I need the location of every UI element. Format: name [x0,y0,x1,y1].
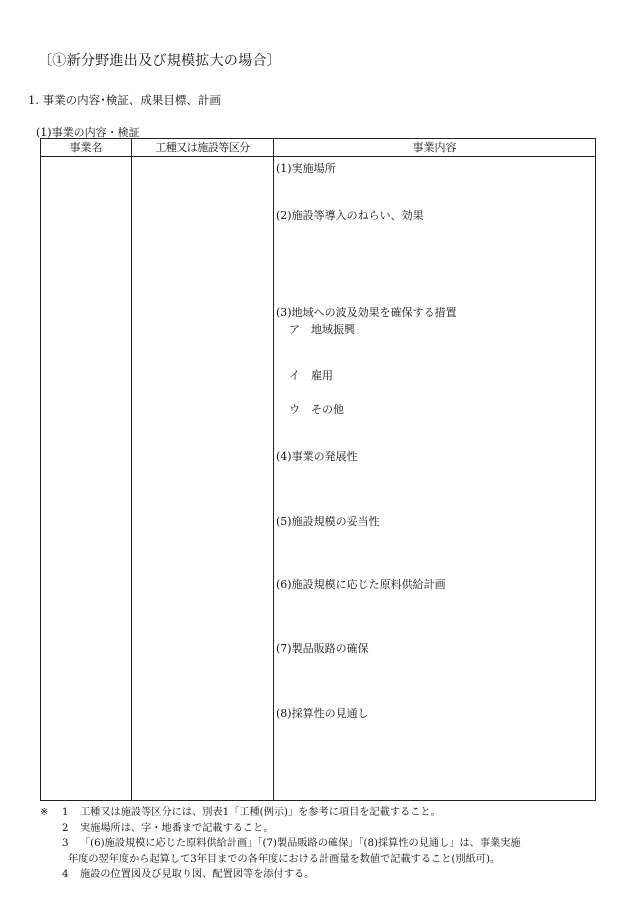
note-item [40,867,615,883]
column-header-work-type: 工種又は施設等区分 [155,141,250,154]
content-item-aims: (2)施設等導入のねらい、効果 [276,209,424,222]
note-number: 2 [62,822,69,834]
column-divider [273,139,274,800]
content-item-sales-channels: (7)製品販路の確保 [276,642,369,655]
note-text-continuation: 年度の翌年度から起算して3年目までの各年度における計画量を数値で記載すること(別紙可)。 [68,853,501,865]
content-item-development: (4)事業の発展性 [276,450,358,463]
note-item [40,805,615,821]
note-mark: ※ [40,807,49,818]
column-header-project-name: 事業名 [69,141,103,154]
note-text: 実施場所は、字・地番まで記載すること。 [80,822,274,834]
notes-section [40,805,615,883]
note-text: 「(6)施設規模に応じた原料供給計画」「(7)製品販路の確保」「(8)採算性の見通し」は、事業実施 [80,838,521,849]
project-content-table [40,138,596,801]
note-number: 4 [62,869,69,880]
document-title: 〔①新分野進出及び規模拡大の場合〕 [38,53,282,69]
content-item-location: (1)実施場所 [276,162,336,175]
note-number: 3 [62,838,69,849]
column-header-project-content: 事業内容 [412,141,457,154]
content-item-ripple-effects: (3)地域への波及効果を確保する措置 [276,306,457,319]
note-item [40,821,615,837]
note-text: 工種又は施設等区分には、別表1「工種(例示)」を参考に項目を記載すること。 [80,807,441,818]
content-item-scale-validity: (5)施設規模の妥当性 [276,515,380,528]
note-text: 施設の位置図及び見取り図、配置図等を添付する。 [80,869,315,880]
content-item-regional-promotion: ア 地域振興 [289,323,355,336]
section-heading: 1. 事業の内容･検証、成果目標、計画 [28,93,221,107]
note-number: 1 [62,807,69,818]
column-divider [131,139,132,800]
content-item-other: ウ その他 [289,403,344,416]
content-item-material-supply: (6)施設規模に応じた原料供給計画 [276,578,446,591]
subsection-heading: (1)事業の内容・検証 [36,126,140,139]
content-item-profitability: (8)採算性の見通し [276,707,369,720]
note-item [40,836,615,867]
content-item-employment: イ 雇用 [289,369,333,382]
header-divider [41,156,595,157]
